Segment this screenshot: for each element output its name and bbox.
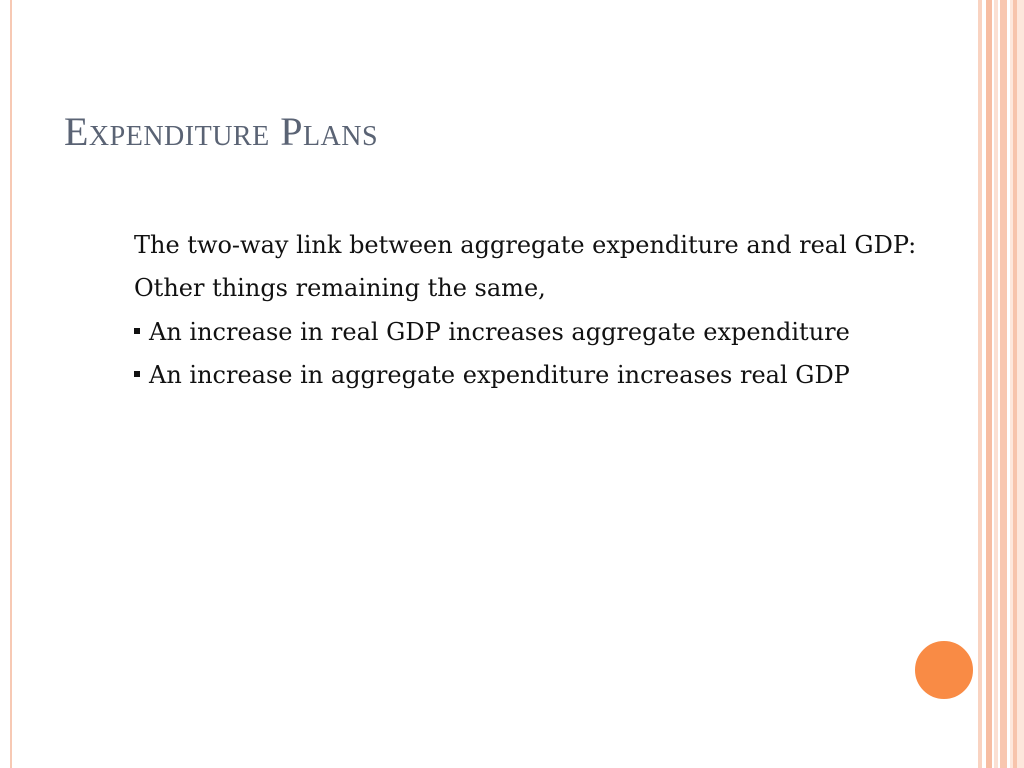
square-bullet-icon — [134, 371, 140, 377]
decorative-stripe — [1013, 0, 1017, 768]
decorative-stripe — [994, 0, 998, 768]
slide-body — [134, 228, 954, 400]
decorative-stripe — [986, 0, 992, 768]
square-bullet-icon — [134, 328, 140, 334]
body-paragraph: Other things remaining the same, — [134, 274, 546, 302]
bullet-text: An increase in aggregate expenditure increases real GDP — [149, 361, 850, 389]
bullet-item — [134, 357, 954, 393]
bullet-item — [134, 314, 954, 350]
decorative-stripe — [1000, 0, 1007, 768]
decorative-circle — [913, 639, 975, 701]
slide-title: Expenditure Plans — [64, 109, 379, 154]
body-paragraph: The two-way link between aggregate expenditure and real GDP: — [134, 231, 917, 259]
decorative-stripe — [978, 0, 982, 768]
bullet-text: An increase in real GDP increases aggregate expenditure — [149, 318, 850, 346]
